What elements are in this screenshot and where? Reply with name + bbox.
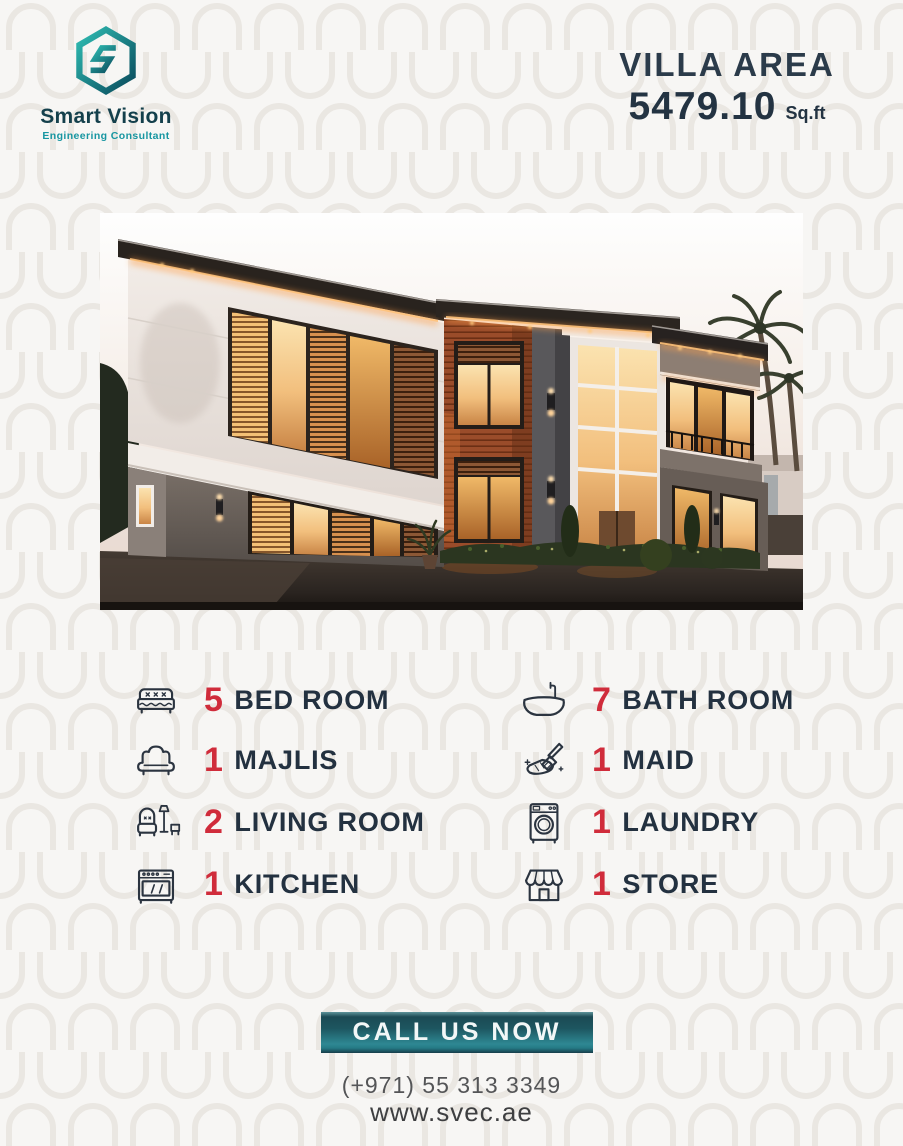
washing-machine-icon	[518, 796, 570, 848]
feature-label: MAJLIS	[234, 744, 339, 775]
feature-row-living-room	[130, 796, 425, 848]
hexagon-s-logo-icon	[71, 26, 141, 102]
villa-render-illustration	[100, 213, 803, 610]
feature-label: MAID	[622, 744, 695, 775]
feature-count: 5	[204, 680, 224, 719]
feature-count: 7	[592, 680, 612, 719]
call-us-now-label: CALL US NOW	[352, 1018, 562, 1046]
villa-area-title: VILLA AREA	[619, 46, 835, 83]
feature-count: 1	[204, 864, 224, 903]
villa-photo	[100, 213, 803, 610]
feature-row-bedroom	[130, 674, 389, 726]
feature-label: STORE	[622, 868, 719, 899]
bed-icon	[130, 674, 182, 726]
bathtub-icon	[518, 674, 570, 726]
feature-count: 2	[204, 802, 224, 841]
feature-row-majlis	[130, 734, 338, 786]
website-link[interactable]: www.svec.ae	[370, 1097, 533, 1127]
feature-count: 1	[592, 864, 612, 903]
feature-row-bathroom	[518, 674, 794, 726]
feature-label: BATH ROOM	[622, 684, 795, 715]
villa-area-header	[612, 48, 842, 129]
feature-label: LAUNDRY	[622, 806, 760, 837]
feature-label: LIVING ROOM	[234, 806, 425, 837]
feature-count: 1	[592, 802, 612, 841]
cleaning-brush-icon	[518, 734, 570, 786]
feature-count: 1	[592, 740, 612, 779]
feature-row-laundry	[518, 796, 759, 848]
villa-area-value: 5479.10	[628, 84, 777, 128]
stove-icon	[130, 858, 182, 910]
armchair-lamp-icon	[130, 796, 182, 848]
call-us-now-button[interactable]	[321, 1012, 593, 1053]
sofa-icon	[130, 734, 182, 786]
feature-row-kitchen	[130, 858, 360, 910]
feature-row-store	[518, 858, 719, 910]
villa-area-unit: Sq.ft	[785, 102, 826, 123]
feature-row-maid	[518, 734, 695, 786]
feature-label: BED ROOM	[234, 684, 390, 715]
storefront-icon	[518, 858, 570, 910]
feature-count: 1	[204, 740, 224, 779]
phone-number: (+971) 55 313 3349	[341, 1072, 562, 1098]
feature-label: KITCHEN	[234, 868, 361, 899]
brand-name: Smart Vision	[40, 105, 172, 128]
brand-logo	[38, 26, 174, 142]
brand-tagline: Engineering Consultant	[42, 130, 170, 143]
